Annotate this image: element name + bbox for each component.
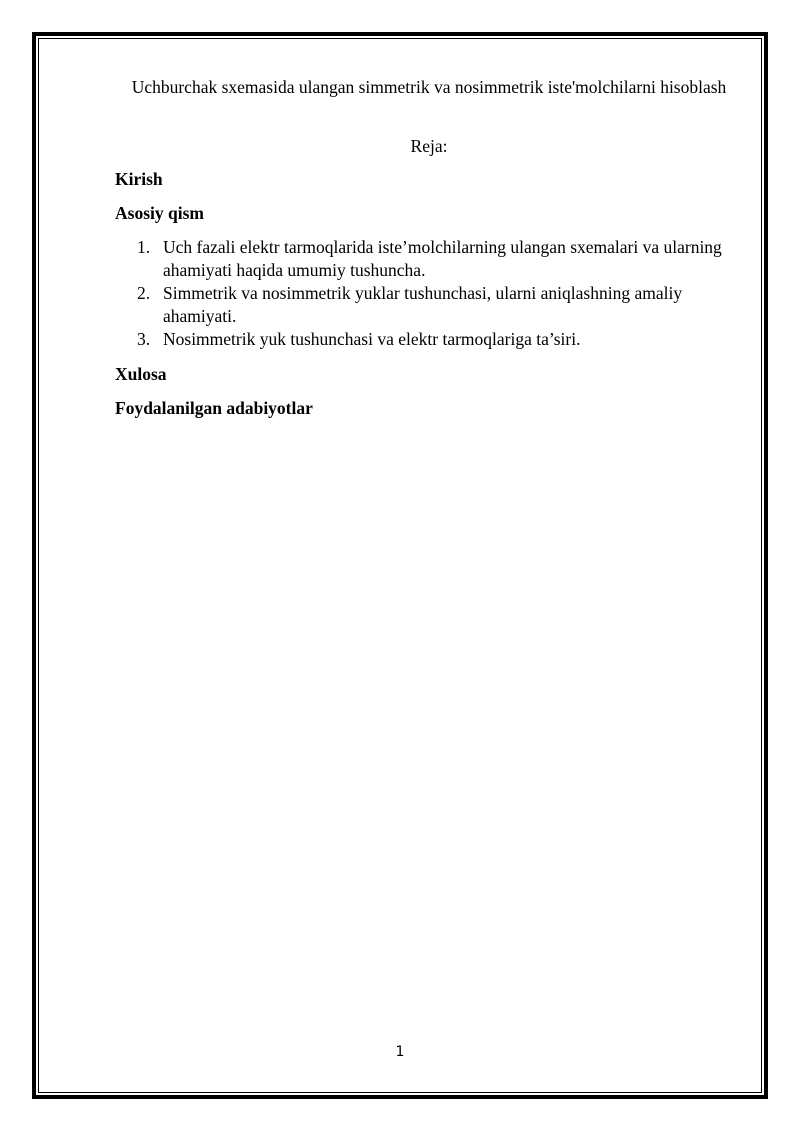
list-item-number: 1. <box>137 237 151 257</box>
plan-label: Reja: <box>410 136 448 156</box>
document-title: Uchburchak sxemasida ulangan simmetrik va nosimmetrik iste'molchilarni hisoblash <box>131 77 727 97</box>
list-item <box>115 236 735 282</box>
section-main: Asosiy qism <box>115 203 204 223</box>
page-number: 1 <box>395 1044 405 1060</box>
page-border-inner <box>38 38 762 1093</box>
list-item <box>115 328 735 351</box>
list-item-text: Nosimmetrik yuk tushunchasi va elektr tarmoqlariga ta’siri. <box>163 329 581 349</box>
list-item-text: Simmetrik va nosimmetrik yuklar tushunchasi, ularni aniqlashning amaliy ahamiyati. <box>163 283 683 326</box>
list-item-number: 2. <box>137 283 151 303</box>
section-references: Foydalanilgan adabiyotlar <box>115 398 313 418</box>
main-items-list <box>115 236 735 351</box>
list-item <box>115 282 735 328</box>
section-conclusion: Xulosa <box>115 364 167 384</box>
list-item-text: Uch fazali elektr tarmoqlarida iste’molchilarning ulangan sxemalari va ularning ahamiyati haqida umumiy tushuncha. <box>163 237 722 280</box>
section-intro: Kirish <box>115 169 163 189</box>
list-item-number: 3. <box>137 329 151 349</box>
